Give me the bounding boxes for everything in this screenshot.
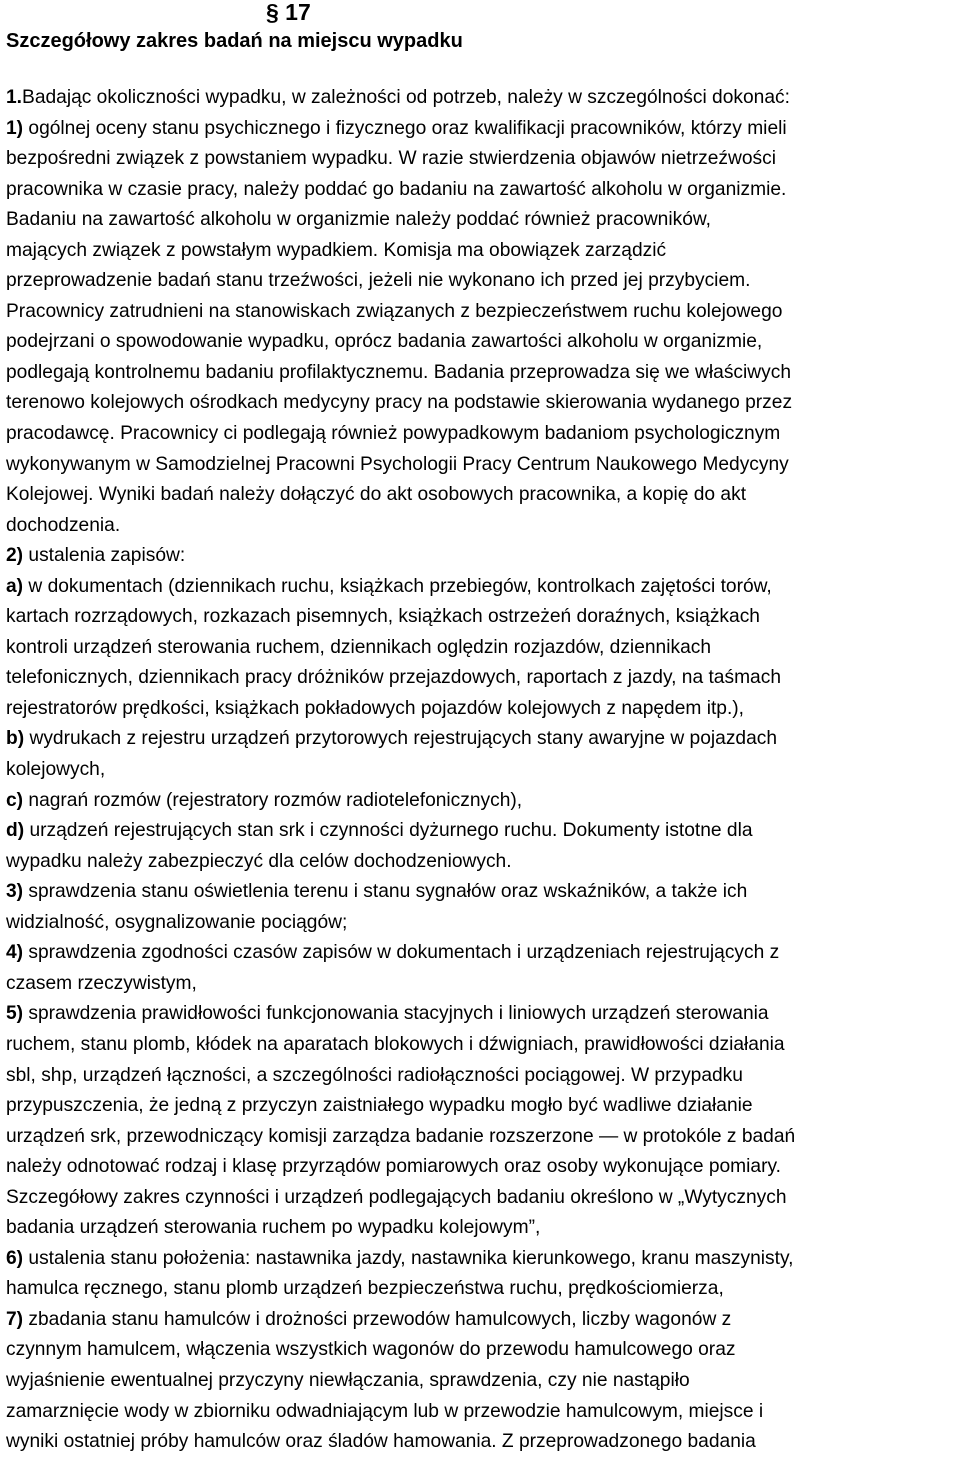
text-segment: Pracownicy zatrudnieni na stanowiskach związanych z bezpieczeństwem ruchu kolejowego <box>6 300 783 322</box>
text-segment: Szczegółowy zakres czynności i urządzeń podlegających badaniu określono w „Wytycznych <box>6 1186 787 1208</box>
text-segment: ogólnej oceny stanu psychicznego i fizycznego oraz kwalifikacji pracowników, którzy mieli <box>23 117 787 139</box>
text-segment: pracownika w czasie pracy, należy poddać go badaniu na zawartość alkoholu w organizmie. <box>6 178 787 200</box>
list-marker: 2) <box>6 545 24 567</box>
text-line <box>6 999 956 1030</box>
text-line <box>6 908 956 939</box>
text-line <box>6 175 956 206</box>
text-line <box>6 327 956 358</box>
text-segment: przypuszczenia, że jedną z przyczyn zaistniałego wypadku mogło być wadliwe działanie <box>6 1095 753 1117</box>
text-segment: przeprowadzenie badań stanu trzeźwości, jeżeli nie wykonano ich przed jej przybyciem. <box>6 270 751 292</box>
text-line <box>6 114 956 145</box>
text-segment: pracodawcę. Pracownicy ci podlegają również powypadkowym badaniom psychologicznym <box>6 423 781 445</box>
text-segment: widzialność, osygnalizowanie pociągów; <box>6 911 348 933</box>
list-marker: b) <box>6 728 25 750</box>
text-line <box>6 1335 956 1366</box>
text-segment: Kolejowej. Wyniki badań należy dołączyć do akt osobowych pracownika, a kopię do akt <box>6 484 747 506</box>
text-segment: mających związek z powstałym wypadkiem. Komisja ma obowiązek zarządzić <box>6 239 667 261</box>
text-segment: Badając okoliczności wypadku, w zależności od potrzeb, należy w szczególności dokonać: <box>22 87 790 108</box>
text-segment: badania urządzeń sterowania ruchem po wypadku kolejowym”, <box>6 1217 541 1239</box>
text-line <box>6 450 956 481</box>
list-marker: 5) <box>6 1003 24 1025</box>
text-line <box>6 388 956 419</box>
text-segment: sprawdzenia stanu oświetlenia terenu i stanu sygnałów oraz wskaźników, a także ich <box>23 881 748 903</box>
text-line <box>6 266 956 297</box>
text-line <box>6 541 956 572</box>
text-line <box>6 786 956 817</box>
list-marker: 7) <box>6 1308 24 1330</box>
text-line <box>6 847 956 878</box>
text-line <box>6 1274 956 1305</box>
text-segment: urządzeń rejestrujących stan srk i czynności dyżurnego ruchu. Dokumenty istotne dla <box>24 820 753 842</box>
text-segment: ruchem, stanu plomb, kłódek na aparatach blokowych i dźwigniach, prawidłowości działania <box>6 1033 785 1055</box>
text-line <box>6 1427 956 1458</box>
text-segment: nagrań rozmów (rejestratory rozmów radiotelefonicznych), <box>23 789 523 811</box>
text-line <box>6 1397 956 1428</box>
text-line <box>6 816 956 847</box>
section-number: § 17 <box>266 0 311 25</box>
text-line <box>6 205 956 236</box>
text-segment: wypadku należy zabezpieczyć dla celów dochodzeniowych. <box>6 850 512 872</box>
text-segment: ustalenia stanu położenia: nastawnika jazdy, nastawnika kierunkowego, kranu maszynisty, <box>23 1247 794 1269</box>
text-segment: dochodzenia. <box>6 514 121 536</box>
text-segment: czynnym hamulcem, włączenia wszystkich wagonów do przewodu hamulcowego oraz <box>6 1339 736 1361</box>
list-marker: 6) <box>6 1247 24 1269</box>
text-segment: zamarznięcie wody w zbiorniku odwadniającym lub w przewodzie hamulcowym, miejsce i <box>6 1400 764 1422</box>
text-line <box>6 419 956 450</box>
text-line <box>6 1091 956 1122</box>
text-segment: hamulca ręcznego, stanu plomb urządzeń bezpieczeństwa ruchu, prędkościomierza, <box>6 1278 724 1300</box>
text-line <box>6 1366 956 1397</box>
text-segment: bezpośredni związek z powstaniem wypadku. W razie stwierdzenia objawów nietrzeźwości <box>6 148 776 170</box>
text-line <box>6 1061 956 1092</box>
text-segment: w dokumentach (dziennikach ruchu, książkach przebiegów, kontrolkach zajętości torów, <box>23 575 772 597</box>
list-marker: a) <box>6 575 24 597</box>
text-segment: sprawdzenia zgodności czasów zapisów w dokumentach i urządzeniach rejestrujących z <box>23 942 780 964</box>
text-line <box>6 480 956 511</box>
list-marker: d) <box>6 820 25 842</box>
text-segment: telefonicznych, dziennikach pracy dróżników przejazdowych, raportach z jazdy, na taśmach <box>6 667 781 689</box>
text-line <box>6 144 956 175</box>
text-segment: kartach rozrządowych, rozkazach pisemnych, książkach ostrzeżeń doraźnych, książkach <box>6 606 760 628</box>
text-line <box>6 1183 956 1214</box>
document-body <box>6 83 956 1458</box>
text-line <box>6 83 956 114</box>
text-line <box>6 938 956 969</box>
text-segment: kontroli urządzeń sterowania ruchem, dziennikach oględzin rozjazdów, dziennikach <box>6 636 711 658</box>
text-line <box>6 663 956 694</box>
text-segment: czasem rzeczywistym, <box>6 972 197 994</box>
list-marker: 1. <box>6 87 23 108</box>
text-line <box>6 1152 956 1183</box>
text-line <box>6 602 956 633</box>
text-line <box>6 877 956 908</box>
text-segment: sbl, shp, urządzeń łączności, a szczególności radiołączności pociągowej. W przypadku <box>6 1064 743 1086</box>
text-segment: należy odnotować rodzaj i klasę przyrządów pomiarowych oraz osoby wykonujące pomiary. <box>6 1156 781 1178</box>
text-line <box>6 1213 956 1244</box>
text-line <box>6 511 956 542</box>
text-segment: kolejowych, <box>6 759 106 781</box>
text-line <box>6 572 956 603</box>
text-segment: rejestratorów prędkości, książkach pokładowych pojazdów kolejowych z napędem itp.), <box>6 697 745 719</box>
list-marker: 3) <box>6 881 24 903</box>
text-line <box>6 358 956 389</box>
text-segment: urządzeń srk, przewodniczący komisji zarządza badanie rozszerzone — w protokóle z badań <box>6 1125 796 1147</box>
text-segment: podlegają kontrolnemu badaniu profilaktycznemu. Badania przeprowadza się we właściwych <box>6 361 791 383</box>
page-title: Szczegółowy zakres badań na miejscu wypadku <box>6 30 463 52</box>
text-line <box>6 297 956 328</box>
text-segment: podejrzani o spowodowanie wypadku, oprócz badania zawartości alkoholu w organizmie, <box>6 331 763 353</box>
list-marker: 4) <box>6 942 24 964</box>
text-segment: ustalenia zapisów: <box>23 545 186 567</box>
text-segment: Badaniu na zawartość alkoholu w organizmie należy poddać również pracowników, <box>6 209 711 231</box>
text-segment: wyniki ostatniej próby hamulców oraz śladów hamowania. Z przeprowadzonego badania <box>6 1431 756 1453</box>
text-segment: wyjaśnienie ewentualnej przyczyny niewłączania, sprawdzenia, czy nie nastąpiło <box>6 1369 690 1391</box>
text-segment: wydrukach z rejestru urządzeń przytorowych rejestrujących stany awaryjne w pojazdach <box>24 728 778 750</box>
list-marker: 1) <box>6 117 24 139</box>
text-line <box>6 1305 956 1336</box>
text-segment: wykonywanym w Samodzielnej Pracowni Psychologii Pracy Centrum Naukowego Medycyny <box>6 453 789 475</box>
text-line <box>6 236 956 267</box>
text-segment: sprawdzenia prawidłowości funkcjonowania stacyjnych i liniowych urządzeń sterowania <box>23 1003 769 1025</box>
text-line <box>6 724 956 755</box>
list-marker: c) <box>6 789 24 811</box>
text-line <box>6 1030 956 1061</box>
text-line <box>6 1122 956 1153</box>
text-line <box>6 633 956 664</box>
text-segment: zbadania stanu hamulców i drożności przewodów hamulcowych, liczby wagonów z <box>23 1308 732 1330</box>
text-line <box>6 1244 956 1275</box>
text-segment: terenowo kolejowych ośrodkach medycyny pracy na podstawie skierowania wydanego przez <box>6 392 793 414</box>
text-line <box>6 694 956 725</box>
text-line <box>6 969 956 1000</box>
text-line <box>6 755 956 786</box>
